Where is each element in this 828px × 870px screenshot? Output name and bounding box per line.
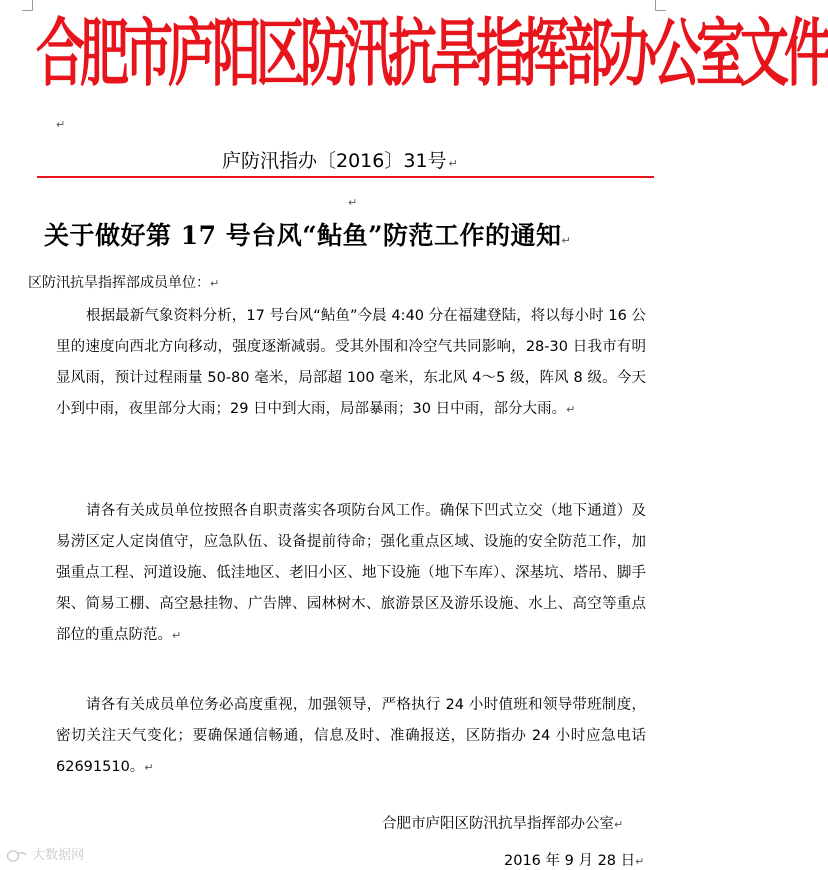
paragraph-mark-icon: ↵: [614, 818, 624, 831]
signature-text: 合肥市庐阳区防汛抗旱指挥部办公室: [382, 816, 614, 832]
salutation: [28, 272, 219, 292]
paragraph-mark-icon: ↵: [561, 234, 572, 247]
watermark: [6, 844, 84, 863]
watermark-logo-icon: [6, 849, 28, 863]
paragraph-mark-icon: ↵: [566, 403, 576, 416]
body-paragraph-1-text: 根据最新气象资料分析，17 号台风“鲇鱼”今晨 4:40 分在福建登陆，将以每小时 16 公里的速度向西北方向移动，强度逐渐减弱。受其外围和冷空气共同影响，28-30 日我市有明显风雨，预计过程雨量 50-80 毫米，局部超 100 毫米，东北风 4～5 级，阵风 8 级。今天小到中雨，夜里部分大雨；29 日中到大雨，局部暴雨；30 日中雨，部分大雨。: [56, 308, 646, 417]
document-header-title: 合肥市庐阳区防汛抗旱指挥部办公室文件: [36, 9, 828, 97]
paragraph-mark-icon: ↵: [144, 761, 154, 774]
body-paragraph-3: [56, 690, 646, 783]
body-paragraph-1: [56, 301, 646, 425]
paragraph-mark-icon: ↵: [348, 196, 358, 209]
paragraph-mark-icon: ↵: [210, 277, 220, 290]
body-paragraph-2-text: 请各有关成员单位按照各自职责落实各项防台风工作。确保下凹式立交（地下通道）及易涝区定人定岗值守，应急队伍、设备提前待命；强化重点区域、设施的安全防范工作，加强重点工程、河道设施、低洼地区、老旧小区、地下设施（地下车库）、深基坑、塔吊、脚手架、简易工棚、高空悬挂物、广告牌、园林树木、旅游景区及游乐设施、水上、高空等重点部位的重点防范。: [56, 503, 646, 643]
notice-title: [44, 216, 571, 252]
body-paragraph-3-text: 请各有关成员单位务必高度重视，加强领导，严格执行 24 小时值班和领导带班制度，密切关注天气变化；要确保通信畅通，信息及时、准确报送，区防指办 24 小时应急电话 62691510。: [56, 697, 646, 775]
paragraph-mark-icon: ↵: [635, 855, 645, 868]
paragraph-mark-icon: ↵: [56, 118, 66, 131]
date-text: 2016 年 9 月 28 日: [504, 853, 636, 869]
paragraph-mark-icon: ↵: [172, 629, 182, 642]
signature-date: [504, 849, 644, 870]
signature-organization: [382, 812, 623, 833]
notice-title-text: 关于做好第 17 号台风“鲇鱼”防范工作的通知: [44, 221, 562, 250]
watermark-text: 大数据网: [32, 848, 85, 863]
salutation-text: 区防汛抗旱指挥部成员单位：: [28, 275, 210, 291]
document-number: [222, 146, 458, 173]
document-number-text: 庐防汛指办〔2016〕31号: [222, 150, 447, 172]
page-corner-mark-top-left: [22, 0, 33, 11]
paragraph-mark-icon: ↵: [448, 157, 458, 170]
body-paragraph-2: [56, 496, 646, 651]
red-divider-line: [37, 176, 654, 178]
